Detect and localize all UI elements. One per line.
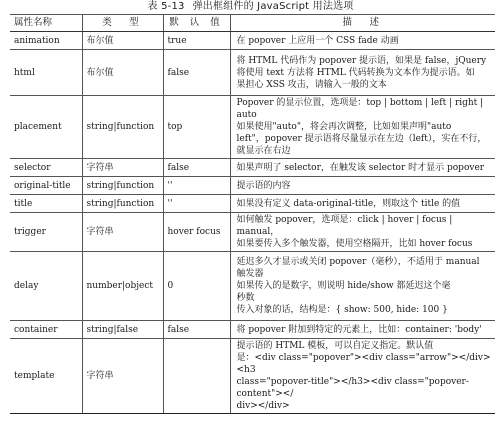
table-body: [10, 32, 495, 414]
description-line: 果担心 XSS 攻击，请输入一般的文本: [236, 79, 387, 90]
table-row: [10, 213, 495, 252]
options-table: [10, 14, 495, 414]
description-line: 如果要传入多个触发器，使用空格隔开，比如 hover focus: [236, 239, 473, 249]
description-line: 将 popover 附加到特定的元素上，比如：container: 'body': [236, 324, 482, 335]
option-name-cell: container: [10, 321, 82, 339]
option-description-cell: [230, 177, 495, 195]
option-name-cell: delay: [10, 252, 82, 321]
option-default-cell: '': [163, 177, 230, 195]
option-name-cell: title: [10, 195, 82, 213]
option-description-cell: [230, 195, 495, 213]
description-line: 提示语的内容: [236, 180, 291, 191]
option-description-cell: [230, 252, 495, 321]
option-default-cell: [163, 339, 230, 414]
option-description-cell: [230, 50, 495, 96]
header-description: 描 述: [230, 15, 495, 32]
option-description-cell: [230, 321, 495, 339]
option-default-cell: 0: [163, 252, 230, 321]
option-default-cell: false: [163, 159, 230, 177]
description-line: 就显示在右边: [236, 146, 291, 156]
option-type-cell: 字符串: [82, 339, 163, 414]
table-row: [10, 32, 495, 50]
description-line: div></div>: [236, 401, 290, 411]
option-name-cell: original-title: [10, 177, 82, 195]
description-line: 如果传入的是数字，则说明 hide/show 都延迟这个毫: [236, 281, 451, 291]
table-row: [10, 50, 495, 96]
option-name-cell: trigger: [10, 213, 82, 252]
option-default-cell: '': [163, 195, 230, 213]
option-default-cell: hover focus: [163, 213, 230, 252]
table-row: [10, 252, 495, 321]
option-description-cell: [230, 96, 495, 159]
option-default-cell: false: [163, 321, 230, 339]
option-type-cell: number|object: [82, 252, 163, 321]
description-line: class="popover-title"></h3><div class="popover-content"></: [236, 377, 469, 399]
table-row: [10, 339, 495, 414]
header-type: 类 型: [82, 15, 163, 32]
description-line: 是：<div class="popover"><div class="arrow"></div><h3: [236, 353, 491, 375]
description-line: 在 popover 上应用一个 CSS fade 动画: [236, 35, 399, 46]
description-line: 如果没有定义 data-original-title，则取这个 title 的值: [236, 198, 461, 209]
table-title: 弹出框组件的 JavaScript 用法选项: [192, 1, 354, 12]
option-name-cell: template: [10, 339, 82, 414]
table-row: [10, 159, 495, 177]
option-type-cell: 字符串: [82, 213, 163, 252]
option-name-cell: animation: [10, 32, 82, 50]
description-line: auto: [236, 110, 257, 120]
description-line: 触发器: [236, 269, 264, 279]
description-line: 传入对象的话，结构是：{ show: 500, hide: 100 }: [236, 305, 448, 315]
description-line: 如果声明了 selector，在触发该 selector 时才显示 popover: [236, 162, 485, 173]
table-caption: [0, 0, 501, 13]
description-line: 提示语的 HTML 模板，可以自定义指定。默认值: [236, 341, 434, 351]
description-line: 将使用 text 方法将 HTML 代码转换为文本作为提示语。如: [236, 67, 475, 78]
header-default: 默 认 值: [163, 15, 230, 32]
option-type-cell: 字符串: [82, 159, 163, 177]
option-type-cell: string|false: [82, 321, 163, 339]
table-row: [10, 321, 495, 339]
description-line: 将 HTML 代码作为 popover 提示语，如果是 false，jQuery: [236, 55, 487, 66]
option-type-cell: 布尔值: [82, 50, 163, 96]
option-type-cell: 布尔值: [82, 32, 163, 50]
table-row: [10, 195, 495, 213]
description-line: 延迟多久才显示或关闭 popover（毫秒），不适用于 manual: [236, 257, 480, 267]
option-default-cell: true: [163, 32, 230, 50]
option-type-cell: string|function: [82, 96, 163, 159]
header-name: 属性名称: [10, 15, 82, 32]
table-row: [10, 177, 495, 195]
option-default-cell: false: [163, 50, 230, 96]
option-description-cell: [230, 32, 495, 50]
option-type-cell: string|function: [82, 195, 163, 213]
option-name-cell: selector: [10, 159, 82, 177]
table-number: 表 5-13: [147, 1, 185, 12]
option-description-cell: [230, 159, 495, 177]
description-line: 如何触发 popover，选项是：click | hover | focus | manual，: [236, 215, 453, 237]
option-default-cell: top: [163, 96, 230, 159]
option-name-cell: html: [10, 50, 82, 96]
header-row: [10, 15, 495, 32]
description-line: left"，popover 提示语将尽量显示在左边（left），实在不行，: [236, 134, 487, 144]
description-line: 秒数: [236, 293, 255, 303]
description-line: 如果使用"auto"，将会再次调整，比如如果声明"auto: [236, 122, 452, 132]
description-line: Popover 的显示位置，选项是：top | bottom | left | right |: [236, 98, 484, 108]
option-description-cell: [230, 213, 495, 252]
option-description-cell: [230, 339, 495, 414]
option-name-cell: placement: [10, 96, 82, 159]
option-type-cell: string|function: [82, 177, 163, 195]
table-row: [10, 96, 495, 159]
